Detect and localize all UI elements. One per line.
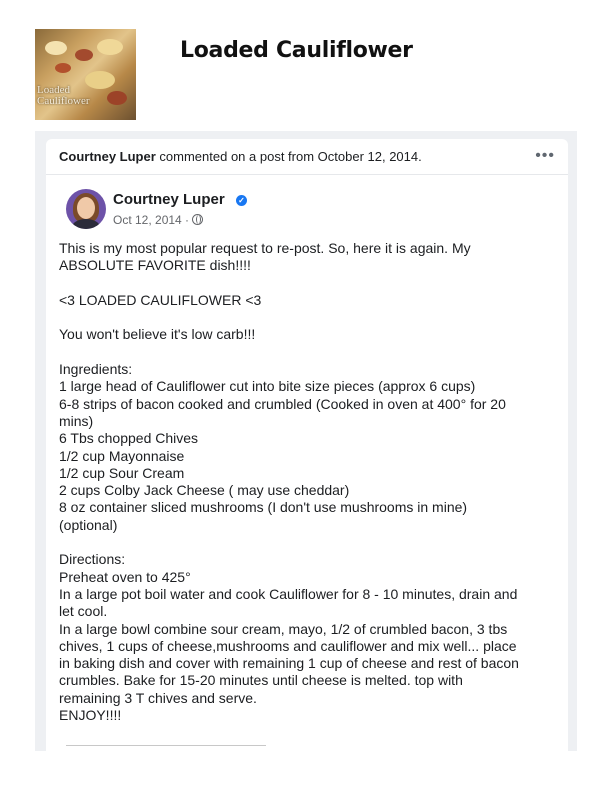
- thumbnail-bacon: [107, 91, 127, 105]
- verified-badge-icon: ✓: [236, 195, 247, 206]
- thumbnail-caption: Loaded Cauliflower: [37, 84, 90, 107]
- post-card: [46, 139, 568, 751]
- activity-text: [59, 149, 422, 164]
- page-title: Loaded Cauliflower: [180, 38, 413, 63]
- post-meta: [113, 213, 203, 227]
- thumbnail-highlight: [97, 39, 123, 55]
- recipe-thumbnail: [35, 29, 136, 120]
- thumbnail-bacon: [55, 63, 71, 73]
- post-date[interactable]: Oct 12, 2014 ·: [113, 213, 190, 227]
- globe-icon: [192, 214, 203, 225]
- avatar[interactable]: [66, 189, 106, 229]
- divider-line: [66, 745, 266, 746]
- author-name[interactable]: Courtney Luper: [113, 191, 225, 208]
- avatar-face: [77, 197, 95, 219]
- activity-description: commented on a post from October 12, 2014.: [155, 149, 422, 164]
- thumbnail-bacon: [75, 49, 93, 61]
- thumbnail-highlight: [45, 41, 67, 55]
- more-options-icon[interactable]: •••: [535, 147, 555, 164]
- screenshot-frame: [35, 131, 577, 751]
- activity-bar: [46, 139, 568, 175]
- avatar-shoulders: [72, 219, 100, 229]
- activity-actor[interactable]: Courtney Luper: [59, 149, 156, 164]
- thumbnail-highlight: [85, 71, 115, 89]
- post-body: This is my most popular request to re-post. So, here it is again. My ABSOLUTE FAVORITE dish!!!! <3 LOADED CAULIFLOWER <3 You won't believe it's low carb!!! Ingredients: 1 large head of Cauliflower cut into bite size pieces (approx 6 cups) 6-8 strips of bacon cooked and crumbled (Cooked in oven at 400° for 20 mins) 6 Tbs chopped Chives 1/2 cup Mayonnaise 1/2 cup Sour Cream 2 cups Colby Jack Cheese ( may use cheddar) 8 oz container sliced mushrooms (I don't use mushrooms in mine) (optional) Directions: Preheat oven to 425° In a large pot boil water and cook Cauliflower for 8 - 10 minutes, drain and let cool. In a large bowl combine sour cream, mayo, 1/2 of crumbled bacon, 3 tbs chives, 1 cups of cheese,mushrooms and cauliflower and mix well... place in baking dish and cover with remaining 1 cup of cheese and rest of bacon crumbles. Bake for 15-20 minutes until cheese is melted. top with remaining 3 T chives and serve. ENJOY!!!!: [59, 240, 519, 724]
